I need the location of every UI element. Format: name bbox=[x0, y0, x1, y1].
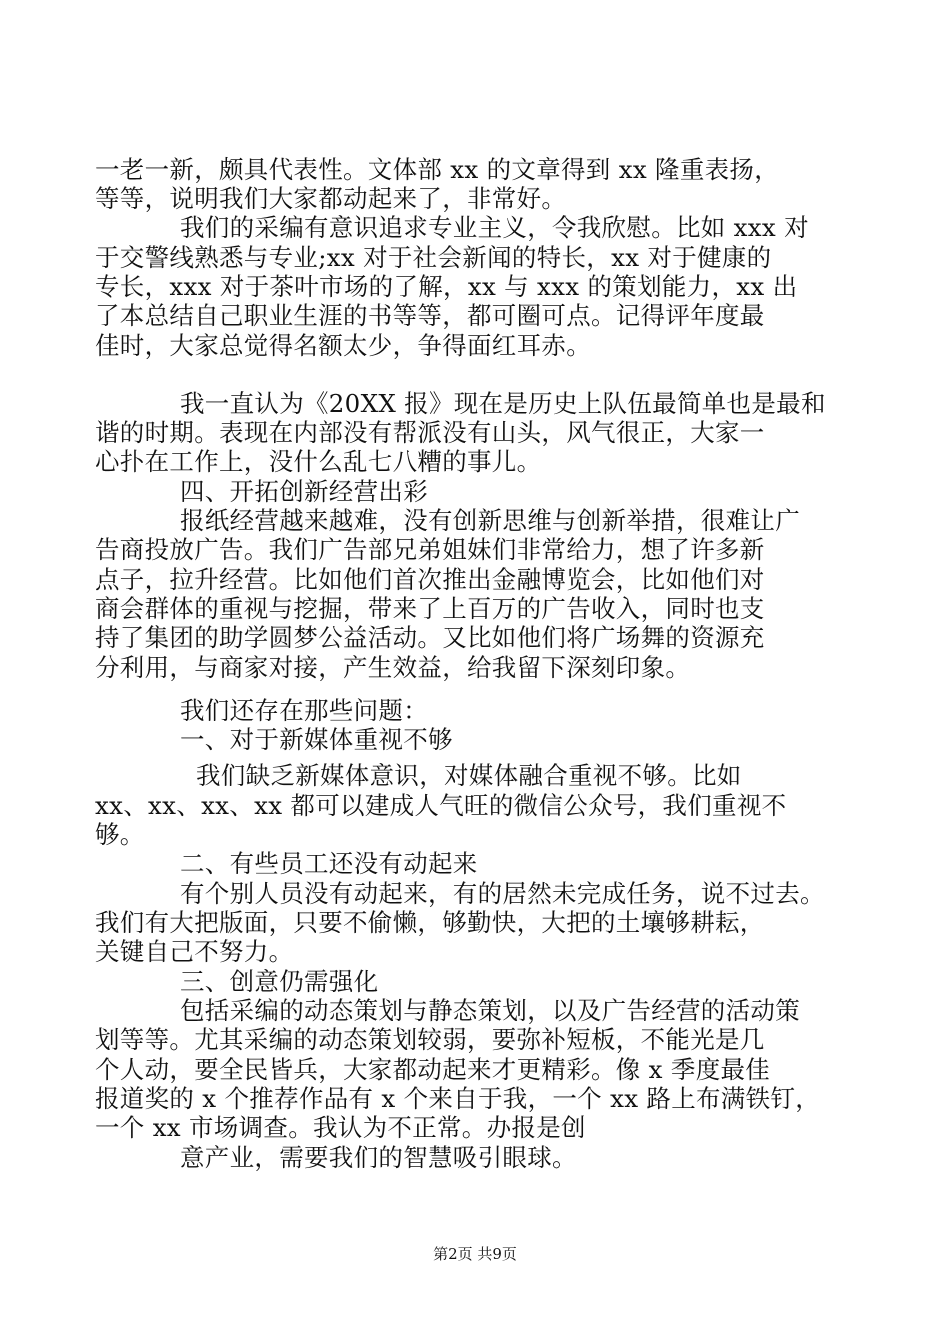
text-line: 报纸经营越来越难，没有创新思维与创新举措，很难让广 bbox=[180, 506, 800, 535]
section-heading: 一、对于新媒体重视不够 bbox=[180, 725, 453, 754]
text-line: 分利用，与商家对接，产生效益，给我留下深刻印象。 bbox=[95, 653, 691, 682]
text-line: 我们有大把版面，只要不偷懒，够勤快，大把的土壤够耕耘， bbox=[95, 908, 765, 937]
text-line: 我们的采编有意识追求专业主义，令我欣慰。比如 xxx 对 bbox=[180, 213, 809, 242]
text-line: 点子，拉升经营。比如他们首次推出金融博览会，比如他们对 bbox=[95, 565, 765, 594]
text-line: 了本总结自己职业生涯的书等等，都可圈可点。记得评年度最 bbox=[95, 301, 765, 330]
text-line: 专长，xxx 对于茶叶市场的了解，xx 与 xxx 的策划能力，xx 出 bbox=[95, 272, 798, 301]
text-line: 有个别人员没有动起来，有的居然未完成任务，说不过去。 bbox=[180, 879, 825, 908]
text-line: 告商投放广告。我们广告部兄弟姐妹们非常给力，想了许多新 bbox=[95, 535, 765, 564]
text-line: 于交警线熟悉与专业;xx 对于社会新闻的特长，xx 对于健康的 bbox=[95, 243, 772, 272]
section-heading: 四、开拓创新经营出彩 bbox=[180, 477, 428, 506]
text-line: 个人动，要全民皆兵，大家都动起来才更精彩。像 x 季度最佳 bbox=[95, 1055, 771, 1084]
section-heading: 二、有些员工还没有动起来 bbox=[180, 849, 478, 878]
text-line: 划等等。尤其采编的动态策划较弱，要弥补短板，不能光是几 bbox=[95, 1025, 765, 1054]
page-indicator: 第2页 共9页 bbox=[433, 1245, 517, 1263]
text-line: 心扑在工作上，没什么乱七八糟的事儿。 bbox=[95, 447, 542, 476]
text-line: 够。 bbox=[95, 820, 145, 849]
text-line: 持了集团的助学圆梦公益活动。又比如他们将广场舞的资源充 bbox=[95, 623, 765, 652]
text-line: 一个 xx 市场调查。我认为不正常。办报是创 bbox=[95, 1113, 586, 1142]
text-line: 关键自己不努力。 bbox=[95, 937, 294, 966]
text-line: 意产业，需要我们的智慧吸引眼球。 bbox=[180, 1143, 577, 1172]
text-line: 等等，说明我们大家都动起来了，非常好。 bbox=[95, 184, 567, 213]
text-line: 佳时，大家总觉得名额太少，争得面红耳赤。 bbox=[95, 331, 591, 360]
text-line: 报道奖的 x 个推荐作品有 x 个来自于我，一个 xx 路上布满铁钉， bbox=[95, 1084, 820, 1113]
text-line: 商会群体的重视与挖掘，带来了上百万的广告收入，同时也支 bbox=[95, 594, 765, 623]
text-line: 一老一新，颇具代表性。文体部 xx 的文章得到 xx 隆重表扬， bbox=[95, 155, 780, 184]
text-line: 我一直认为《20XX 报》现在是历史上队伍最简单也是最和 bbox=[180, 389, 826, 418]
text-line: 我们缺乏新媒体意识，对媒体融合重视不够。比如 bbox=[196, 761, 742, 790]
section-heading: 我们还存在那些问题： bbox=[180, 696, 428, 725]
section-heading: 三、创意仍需强化 bbox=[180, 967, 379, 996]
text-line: 谐的时期。表现在内部没有帮派没有山头，风气很正，大家一 bbox=[95, 418, 765, 447]
text-line: xx、xx、xx、xx 都可以建成人气旺的微信公众号，我们重视不 bbox=[95, 791, 787, 820]
text-line: 包括采编的动态策划与静态策划，以及广告经营的活动策 bbox=[180, 996, 800, 1025]
